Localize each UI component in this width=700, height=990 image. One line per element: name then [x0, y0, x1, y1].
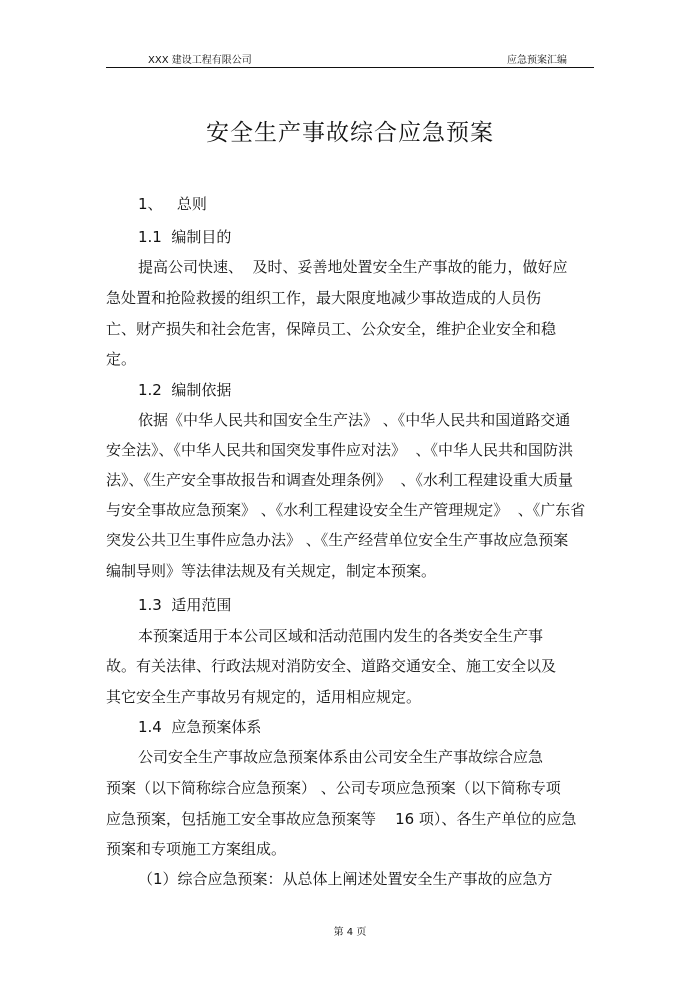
body-line: （1）综合应急预案：从总体上阐述处置安全生产事故的应急方 [138, 870, 553, 888]
header-doc-type: 应急预案汇编 [507, 55, 567, 66]
body-line: 提高公司快速、 及时、妥善地处置安全生产事故的能力，做好应 [138, 258, 568, 276]
heading-general: 1、 总则 [138, 195, 207, 213]
heading-purpose: 1.1 编制目的 [138, 228, 232, 246]
body-line: 预案和专项施工方案组成。 [106, 840, 287, 858]
body-line: 突发公共卫生事件应急办法》 、《生产经营单位安全生产事故应急预案 [106, 531, 569, 549]
body-line: 预案（以下简称综合应急预案） 、公司专项应急预案（以下简称专项 [106, 779, 561, 797]
heading-system: 1.4 应急预案体系 [138, 718, 262, 736]
body-line: 急处置和抢险救援的组织工作，最大限度地减少事故造成的人员伤 [106, 289, 542, 307]
body-line: 与安全事故应急预案》 、《水利工程建设安全生产管理规定》 、《广东省 [106, 501, 586, 519]
heading-basis: 1.2 编制依据 [138, 381, 232, 399]
header-rule [106, 67, 594, 68]
body-line: 安全法》、《中华人民共和国突发事件应对法》 、《中华人民共和国防洪 [106, 441, 574, 459]
body-line: 依据《中华人民共和国安全生产法》 、《中华人民共和国道路交通 [138, 411, 571, 429]
body-line: 公司安全生产事故应急预案体系由公司安全生产事故综合应急 [138, 748, 544, 766]
document-title: 安全生产事故综合应急预案 [206, 120, 494, 146]
body-line: 编制导则》等法律法规及有关规定，制定本预案。 [106, 562, 437, 580]
body-line: 应急预案，包括施工安全事故应急预案等 16 项）、各生产单位的应急 [106, 810, 577, 828]
heading-scope: 1.3 适用范围 [138, 596, 232, 614]
header-company: XXX 建设工程有限公司 [148, 55, 252, 66]
body-line: 故。有关法律、行政法规对消防安全、道路交通安全、施工安全以及 [106, 657, 557, 675]
body-line: 定。 [106, 350, 137, 368]
body-line: 亡、财产损失和社会危害，保障员工、公众安全，维护企业安全和稳 [106, 320, 557, 338]
body-line: 法》、《生产安全事故报告和调查处理条例》 、《水利工程建设重大质量 [106, 471, 574, 489]
body-line: 其它安全生产事故另有规定的，适用相应规定。 [106, 688, 422, 706]
page-number: 第 4 页 [333, 927, 367, 938]
body-line: 本预案适用于本公司区域和活动范围内发生的各类安全生产事 [138, 627, 544, 645]
